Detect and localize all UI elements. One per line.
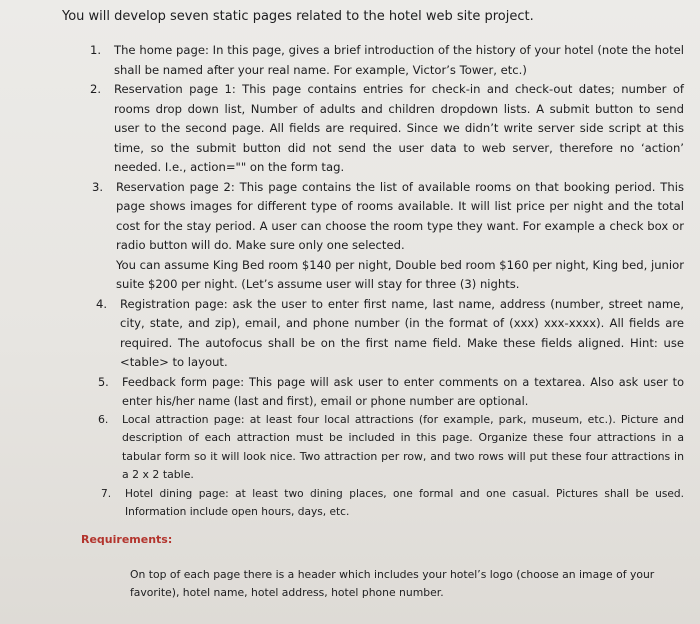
list-item-number: 3. — [92, 179, 104, 194]
list-item — [90, 41, 684, 80]
list-item-text: Local attraction page: at least four local attractions (for example, park, museum, etc.). Picture and description of each attraction must be included in this page. Organize these four attractions in a tabular form so it will look nice. Two attraction per row, and two rows will put these four attractions in a 2 x 2 table. — [122, 412, 684, 481]
list-item-text: The home page: In this page, gives a brief introduction of the history of your hotel (note the hotel shall be named after your real name. For example, Victor’s Tower, etc.) — [114, 43, 684, 77]
list-item-text: Reservation page 2: This page contains the list of available rooms on that booking period. This page shows images for different type of rooms available. It will list price per night and the total cost for the stay period. A user can choose the room type they want. For example a check box or radio button will do. Make sure only one selected. — [116, 179, 684, 252]
list-item — [90, 295, 684, 373]
list-item-number: 2. — [90, 82, 102, 96]
requirements-text: On top of each page there is a header which includes your hotel’s logo (choose an image of your favorite), hotel name, hotel address, hotel phone number. — [130, 568, 655, 599]
list-item-text: Feedback form page: This page will ask user to enter comments on a textarea. Also ask user to enter his/her name (last and first), email or phone number are optional. — [122, 375, 684, 408]
list-item — [90, 373, 684, 411]
list-item-extra-text: You can assume King Bed room $140 per night, Double bed room $160 per night, King bed, junior suite $200 per night. (Let’s assume user will stay for three (3) nights. — [116, 257, 684, 291]
list-item-number: 6. — [98, 412, 109, 426]
list-item-number: 4. — [96, 296, 108, 311]
list-item — [90, 178, 684, 295]
page-list — [90, 41, 684, 521]
list-item-body — [116, 178, 684, 295]
list-item — [90, 80, 684, 178]
list-item-number: 5. — [98, 375, 109, 389]
list-item-text: Hotel dining page: at least two dining places, one formal and one casual. Pictures shall be used. Information include open hours, days, etc. — [125, 487, 684, 518]
list-item — [90, 485, 684, 521]
list-item-text: Registration page: ask the user to enter first name, last name, address (number, street name, city, state, and zip), email, and phone number (in the format of (xxx) xxx-xxxx). All fields are required. The autofocus shall be on the first name field. Make these fields aligned. Hint: use <table> to layout. — [120, 296, 684, 369]
list-item-number: 1. — [90, 43, 102, 57]
list-item-text: Reservation page 1: This page contains entries for check-in and check-out dates; number of rooms drop down list, Number of adults and children dropdown lists. A submit button to send user to the second page. All fields are required. Since we didn’t write server side script at this time, so the submit button did not send the user data to web server, therefore no ‘action’ needed. I.e., action="" on the form tag. — [114, 82, 684, 174]
requirements-heading: Requirements: — [81, 533, 173, 546]
list-item-number: 7. — [101, 487, 112, 500]
document-title: You will develop seven static pages related to the hotel web site project. — [62, 9, 534, 24]
list-item — [90, 411, 684, 485]
